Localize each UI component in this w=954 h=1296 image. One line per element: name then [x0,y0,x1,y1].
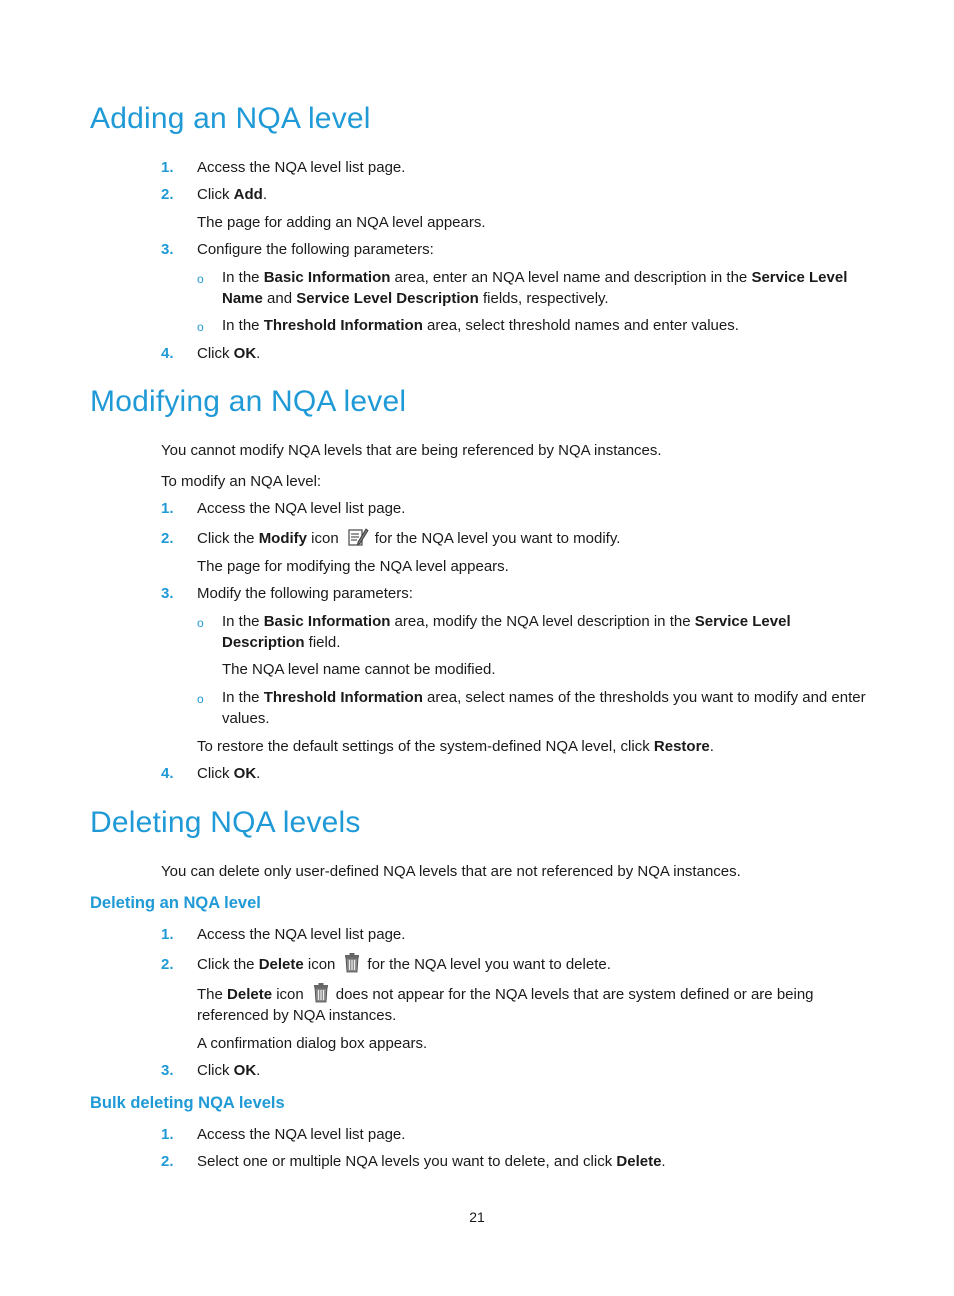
step-number: 1. [161,159,174,176]
step-text: Click OK. [197,1062,261,1079]
step-text: Access the NQA level list page. [197,500,406,517]
step-number: 1. [161,1126,174,1143]
bullet-text: values. [222,710,270,727]
bullet: o [197,692,204,706]
paragraph: You cannot modify NQA levels that are being referenced by NQA instances. [161,442,662,459]
step-text: Select one or multiple NQA levels you want to delete, and click Delete. [197,1153,666,1170]
step-number: 2. [161,186,174,203]
bullet-text: In the Threshold Information area, select names of the thresholds you want to modify and enter [222,689,866,706]
modify-icon [347,526,369,552]
heading-deleting-an-nqa-level: Deleting an NQA level [90,894,261,912]
step-number: 1. [161,500,174,517]
heading-deleting-nqa-levels: Deleting NQA levels [90,806,361,839]
heading-modifying-nqa-level: Modifying an NQA level [90,385,407,418]
step-number: 4. [161,345,174,362]
paragraph: You can delete only user-defined NQA levels that are not referenced by NQA instances. [161,863,741,880]
step-text: Access the NQA level list page. [197,1126,406,1143]
step-note: referenced by NQA instances. [197,1007,397,1024]
restore-note: To restore the default settings of the system-defined NQA level, click Restore. [197,738,714,755]
step-number: 2. [161,530,174,547]
bullet-text: In the Threshold Information area, select threshold names and enter values. [222,317,739,334]
bullet: o [197,272,204,286]
step-note: The Delete icon does not appear for the NQA levels that are system defined or are being [197,982,814,1008]
step-text: Click OK. [197,345,261,362]
step-note: A confirmation dialog box appears. [197,1035,428,1052]
step-note: The page for modifying the NQA level appears. [197,558,509,575]
step-number: 1. [161,926,174,943]
bullet-text: In the Basic Information area, enter an NQA level name and description in the Service Level [222,269,848,286]
bullet-note: The NQA level name cannot be modified. [222,661,496,678]
step-number: 2. [161,956,174,973]
bullet-text: Name and Service Level Description fields, respectively. [222,290,609,307]
delete-icon [312,982,330,1008]
step-text: Configure the following parameters: [197,241,434,258]
step-text: Click OK. [197,765,261,782]
step-note: The page for adding an NQA level appears. [197,214,486,231]
delete-icon [343,952,361,978]
step-number: 3. [161,1062,174,1079]
step-text: Access the NQA level list page. [197,159,406,176]
heading-adding-nqa-level: Adding an NQA level [90,102,371,135]
bullet-text: In the Basic Information area, modify the NQA level description in the Service Level [222,613,791,630]
bullet: o [197,320,204,334]
step-number: 4. [161,765,174,782]
step-text: Click the Modify icon for the NQA level you want to modify. [197,526,620,552]
bullet-text: Description field. [222,634,341,651]
step-text: Click Add. [197,186,268,203]
bullet: o [197,616,204,630]
step-text: Modify the following parameters: [197,585,413,602]
step-number: 2. [161,1153,174,1170]
add-ref: Add [233,186,263,203]
page-number: 21 [469,1209,485,1225]
step-text: Click the Delete icon for the NQA level you want to delete. [197,952,611,978]
heading-bulk-deleting: Bulk deleting NQA levels [90,1094,285,1112]
step-number: 3. [161,585,174,602]
paragraph: To modify an NQA level: [161,473,322,490]
step-text: Access the NQA level list page. [197,926,406,943]
step-number: 3. [161,241,174,258]
